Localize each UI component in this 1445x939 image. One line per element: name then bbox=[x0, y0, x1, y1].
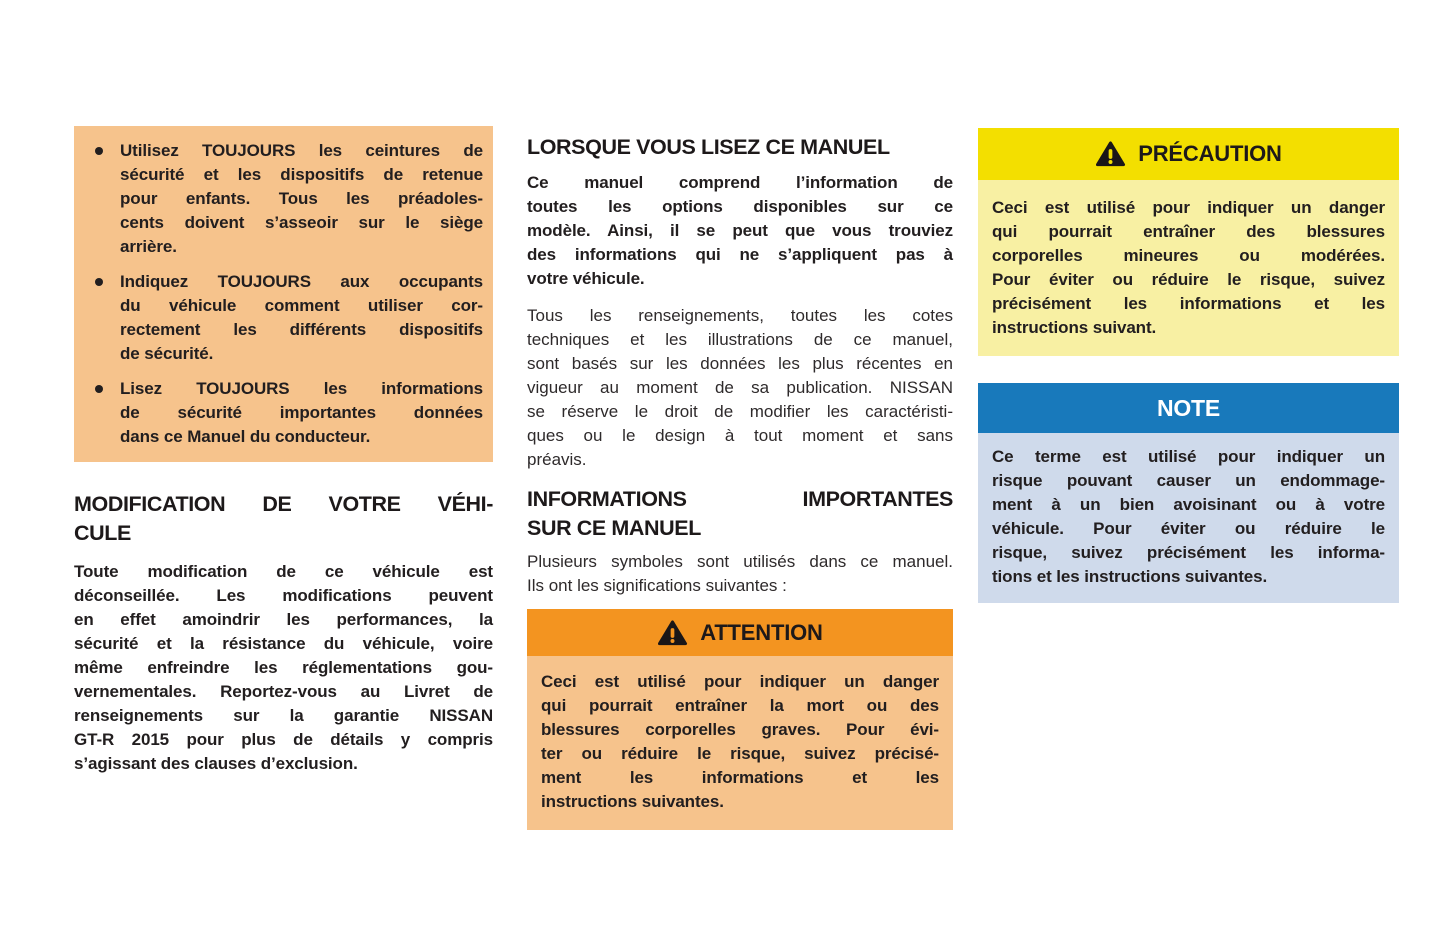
bullet-text-seatbelts bbox=[120, 139, 483, 259]
text-line: Tous les renseignements, toutes les cotes bbox=[527, 306, 953, 325]
precaution-body bbox=[978, 180, 1399, 356]
bullet-dot bbox=[86, 139, 120, 259]
text-line: Ce terme est utilisé pour indiquer un bbox=[992, 447, 1385, 466]
right-column bbox=[978, 128, 1399, 603]
text-line: vigueur au moment de sa publication. NISSAN bbox=[527, 378, 953, 397]
precaution-box bbox=[978, 128, 1399, 356]
text-line: Pour éviter ou réduire le risque, suivez bbox=[992, 270, 1385, 289]
text-line: instructions suivant. bbox=[992, 318, 1157, 337]
text-line: Ceci est utilisé pour indiquer un danger bbox=[992, 198, 1385, 217]
text-line: sécurité et la résistance du véhicule, voire bbox=[74, 634, 493, 653]
text-line: Utilisez TOUJOURS les ceintures de bbox=[120, 141, 483, 160]
attention-title: ATTENTION bbox=[700, 619, 823, 645]
bullet-item bbox=[86, 270, 483, 366]
text-line: tions et les instructions suivantes. bbox=[992, 567, 1268, 586]
text-line: sont basés sur les données les plus récentes en bbox=[527, 354, 953, 373]
reading-details-paragraph bbox=[527, 304, 953, 472]
text-line: se réserve le droit de modifier les caractéristi- bbox=[527, 402, 953, 421]
text-line: dans ce Manuel du conducteur. bbox=[120, 427, 371, 446]
note-box bbox=[978, 383, 1399, 603]
text-line: arrière. bbox=[120, 237, 177, 256]
text-line: en effet amoindrir les performances, la bbox=[74, 610, 493, 629]
text-line: qui pourrait entraîner la mort ou des bbox=[541, 696, 939, 715]
text-line: CULE bbox=[74, 521, 131, 545]
text-line: ment à un bien avoisinant ou à votre bbox=[992, 495, 1385, 514]
modification-paragraph bbox=[74, 560, 493, 776]
text-line: de sécurité importantes données bbox=[120, 403, 483, 422]
text-line: MODIFICATION DE VOTRE VÉHI- bbox=[74, 492, 493, 516]
text-line: même enfreindre les réglementations gou- bbox=[74, 658, 493, 677]
text-line: corporelles mineures ou modérées. bbox=[992, 246, 1385, 265]
attention-box bbox=[527, 609, 953, 830]
text-line: Indiquez TOUJOURS aux occupants bbox=[120, 272, 483, 291]
attention-body bbox=[527, 656, 953, 830]
precaution-header bbox=[978, 128, 1399, 180]
text-line: précisément les informations et les bbox=[992, 294, 1385, 313]
bullet-dot bbox=[86, 377, 120, 449]
text-line: Ceci est utilisé pour indiquer un danger bbox=[541, 672, 939, 691]
bullet-text-read-safety bbox=[120, 377, 483, 449]
text-line: LORSQUE VOUS LISEZ CE MANUEL bbox=[527, 135, 890, 159]
text-line: renseignements sur la garantie NISSAN bbox=[74, 706, 493, 725]
reading-intro-paragraph bbox=[527, 171, 953, 291]
text-line: techniques et les illustrations de ce manuel, bbox=[527, 330, 953, 349]
text-line: toutes les options disponibles sur ce bbox=[527, 197, 953, 216]
text-line: ter ou réduire le risque, suivez précisé- bbox=[541, 744, 939, 763]
text-line: SUR CE MANUEL bbox=[527, 516, 701, 540]
bullet-text-occupants bbox=[120, 270, 483, 366]
note-body bbox=[978, 433, 1399, 603]
text-line: préavis. bbox=[527, 450, 587, 469]
section-heading-important-info bbox=[527, 485, 953, 543]
warning-triangle-icon bbox=[1095, 140, 1126, 168]
text-line: votre véhicule. bbox=[527, 269, 645, 288]
note-header bbox=[978, 383, 1399, 433]
text-line: Ils ont les significations suivantes : bbox=[527, 576, 787, 595]
text-line: Ce manuel comprend l’information de bbox=[527, 173, 953, 192]
section-heading-modification bbox=[74, 490, 493, 548]
precaution-title: PRÉCAUTION bbox=[1138, 141, 1282, 166]
text-line: modèle. Ainsi, il se peut que vous trouviez bbox=[527, 221, 953, 240]
middle-column bbox=[527, 126, 953, 830]
text-line: Lisez TOUJOURS les informations bbox=[120, 379, 483, 398]
text-line: ment les informations et les bbox=[541, 768, 939, 787]
left-column bbox=[74, 126, 493, 776]
attention-header bbox=[527, 609, 953, 656]
bullet-dot bbox=[86, 270, 120, 366]
text-line: Plusieurs symboles sont utilisés dans ce manuel. bbox=[527, 552, 953, 571]
text-line: du véhicule comment utiliser cor- bbox=[120, 296, 483, 315]
symbols-paragraph bbox=[527, 550, 953, 598]
text-line: déconseillée. Les modifications peuvent bbox=[74, 586, 493, 605]
text-line: sécurité et les dispositifs de retenue bbox=[120, 165, 483, 184]
text-line: rectement les différents dispositifs bbox=[120, 320, 483, 339]
text-line: véhicule. Pour éviter ou réduire le bbox=[992, 519, 1385, 538]
text-line: instructions suivantes. bbox=[541, 792, 724, 811]
text-line: de sécurité. bbox=[120, 344, 214, 363]
text-line: qui pourrait entraîner des blessures bbox=[992, 222, 1385, 241]
text-line: risque, suivez précisément les informa- bbox=[992, 543, 1385, 562]
text-line: s’agissant des clauses d’exclusion. bbox=[74, 754, 358, 773]
bullet-item bbox=[86, 377, 483, 449]
section-heading-reading-manual bbox=[527, 133, 953, 162]
text-line: INFORMATIONS IMPORTANTES bbox=[527, 487, 953, 511]
text-line: ques ou le design à tout moment et sans bbox=[527, 426, 953, 445]
warning-triangle-icon bbox=[657, 619, 688, 647]
text-line: pour enfants. Tous les préadoles- bbox=[120, 189, 483, 208]
note-title: NOTE bbox=[1156, 394, 1221, 421]
text-line: GT-R 2015 pour plus de détails y compris bbox=[74, 730, 493, 749]
bullet-item bbox=[86, 139, 483, 259]
safety-notice-box bbox=[74, 126, 493, 462]
text-line: blessures corporelles graves. Pour évi- bbox=[541, 720, 939, 739]
text-line: Toute modification de ce véhicule est bbox=[74, 562, 493, 581]
text-line: vernementales. Reportez-vous au Livret de bbox=[74, 682, 493, 701]
text-line: cents doivent s’asseoir sur le siège bbox=[120, 213, 483, 232]
text-line: risque pouvant causer un endommage- bbox=[992, 471, 1385, 490]
text-line: des informations qui ne s’appliquent pas à bbox=[527, 245, 953, 264]
